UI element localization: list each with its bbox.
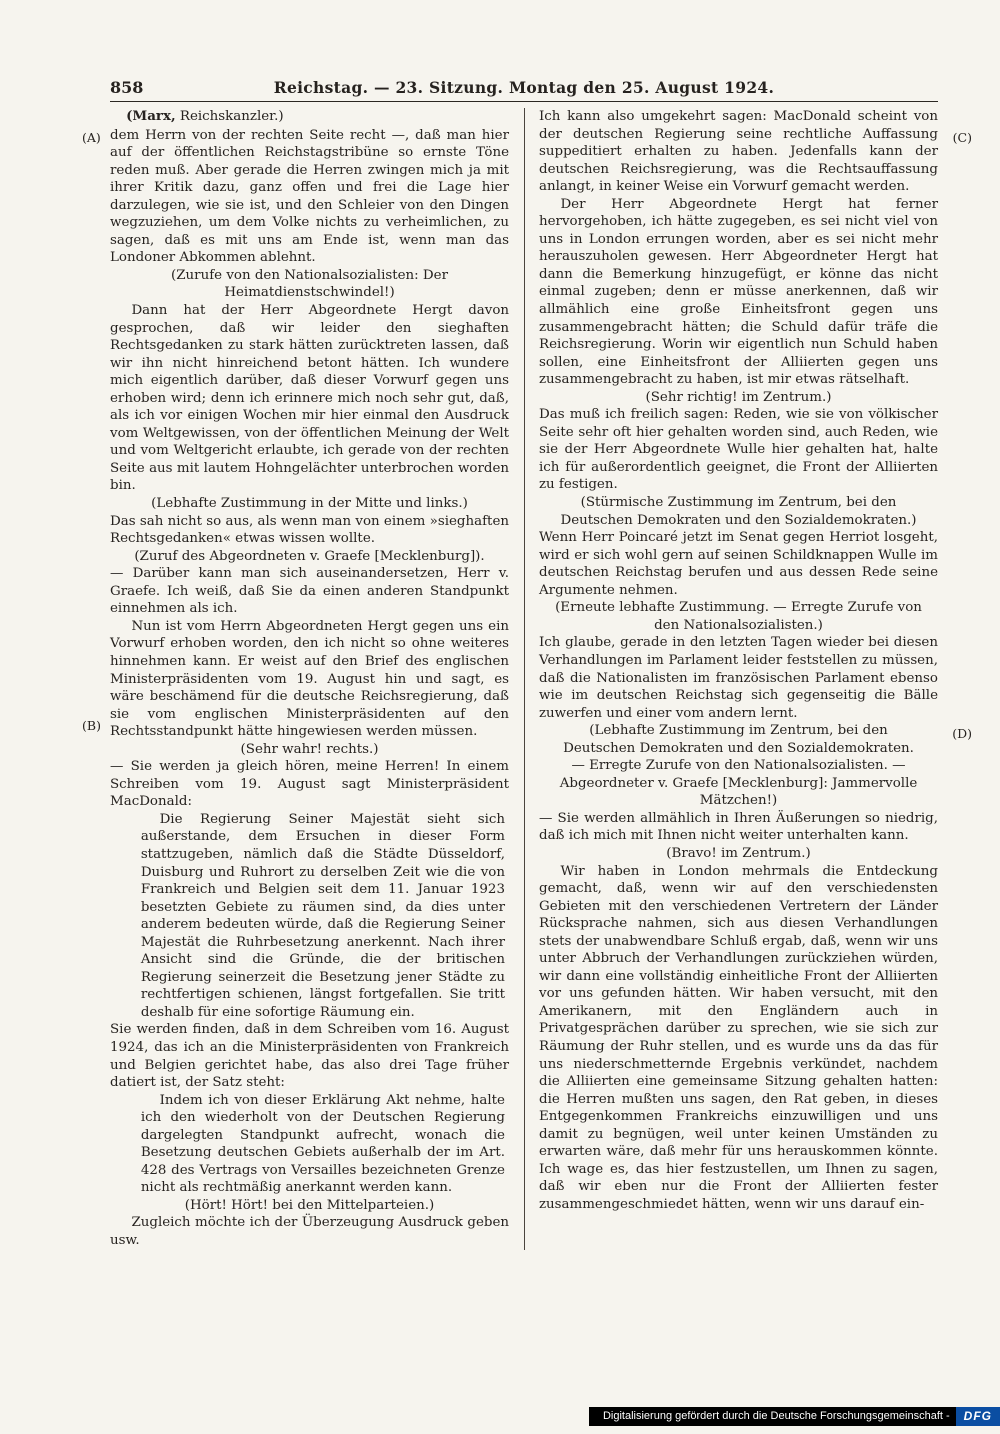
- paragraph: Der Herr Abgeordnete Hergt hat ferner hervorgehoben, ich hätte zugegeben, es sei nicht viel von uns in London errungen worden, aber es sei nicht mehr herauszuholen gewesen. Herr Abgeordneter Hergt hat dann die Bemerkung hinzugefügt, er könne das nicht einmal zugeben; denn er müsse anerkennen, daß wir allmählich eine große Einheitsfront gegen uns zusammengebracht hätten; die Schuld dafür träfe die Reichsregierung. Worin wir eigentlich nun Schuld haben sollen, eine Einheitsfront der Alliierten gegen uns zusammengebracht zu haben, ist mir etwas rätselhaft.: [539, 196, 938, 388]
- column-divider: [524, 108, 525, 1250]
- paragraph: Das muß ich freilich sagen: Reden, wie sie von völkischer Seite sehr oft hier gehalten worden sind, auch Reden, wie sie der Herr Abgeordnete Wulle hier gehalten hat, halte ich für außerordentlich geeignet, die Front der Alliierten zu festigen.: [539, 407, 938, 493]
- digitization-credit-text: Digitalisierung gefördert durch die Deutsche Forschungsgemeinschaft -: [589, 1407, 956, 1426]
- paragraph: Das sah nicht so aus, als wenn man von einem »sieghaften Rechtsgedanken« etwas wissen wollte.: [110, 513, 509, 547]
- stage-direction: (Lebhafte Zustimmung im Zentrum, bei den Deutschen Demokraten und den Sozialdemokraten. — Erregte Zurufe von den Nationalsozialisten. — Abgeordneter v. Graefe [Mecklenburg]: Jammervolle Mätzchen!): [559, 723, 918, 809]
- page-header: [110, 78, 938, 102]
- stage-direction: (Hört! Hört! bei den Mittelparteien.): [184, 1197, 435, 1213]
- two-column-text: [110, 108, 938, 1250]
- quoted-passage: Die Regierung Seiner Majestät sieht sich außerstande, dem Ersuchen in dieser Form stattzugeben, nämlich daß die Städte Düsseldorf, Duisburg und Ruhrort zu derselben Zeit wie die von Frankreich und Belgien seit dem 11. Januar 1923 besetzten Gebiete zu räumen sind, da dies unter anderem bedeuten würde, daß die Regierung Seiner Majestät die Ruhrbesetzung anerkennt. Nach ihrer Ansicht sind die Gründe, die der britischen Regierung seinerzeit die Besetzung jener Städte zu rechtfertigen schienen, längst fortgefallen. Sie tritt deshalb für eine sofortige Räumung ein.: [140, 811, 505, 1020]
- paragraph: Sie werden finden, daß in dem Schreiben vom 16. August 1924, das ich an die Ministerpräsidenten von Frankreich und Belgien gerichtet habe, das also drei Tage früher datiert ist, der Satz steht:: [110, 1022, 509, 1091]
- stage-direction: (Erneute lebhafte Zustimmung. — Erregte Zurufe von den Nationalsozialisten.): [555, 600, 922, 633]
- paragraph: dem Herrn von der rechten Seite recht —, daß man hier auf der öffentlichen Reichstagstribüne so ernste Töne reden muß. Aber gerade die Herren zwingen mich ja mit ihrer Kritik dazu, ganz offen und frei die Lage hier darzulegen, wie sie ist, und den Schleier von den Dingen wegzuziehen, um dem Volke nichts zu verheimlichen, zu sagen, daß es mit uns am Ende ist, wenn man das Londoner Abkommen ablehnt.: [110, 127, 509, 266]
- stage-direction: (Bravo! im Zentrum.): [666, 845, 811, 861]
- paragraph: Dann hat der Herr Abgeordnete Hergt davon gesprochen, daß wir leider den sieghaften Rechtsgedanken zu stark hätten zurücktreten lassen, daß wir ihn nicht hinreichend betont hätten. Ich wundere mich eigentlich darüber, daß dieser Vorwurf gegen uns erhoben wird; denn ich erinnere mich noch sehr gut, daß, als ich vor einigen Wochen mir hier einmal den Ausdruck vom Weltgewissen, von der öffentlichen Meinung der Welt und vom Weltgericht erlaubte, ich gerade von der rechten Seite aus mit lautem Hohngelächter unterbrochen worden bin.: [110, 303, 509, 494]
- dfg-logo: DFG: [956, 1407, 1000, 1426]
- right-column-blocks: [539, 108, 938, 1213]
- speaker-title: Reichskanzler.): [175, 109, 284, 124]
- stage-direction: (Zuruf des Abgeordneten v. Graefe [Mecklenburg]).: [134, 548, 485, 564]
- paragraph: Ich kann also umgekehrt sagen: MacDonald scheint von der deutschen Regierung seine rechtliche Auffassung suppeditiert erhalten zu haben. Jedenfalls kann der deutschen Reichsregierung, was die Rechtsauffassung anlangt, in keiner Weise ein Vorwurf gemacht werden.: [539, 109, 938, 195]
- margin-marker-d: (D): [952, 726, 972, 741]
- speaker-name: (Marx,: [126, 108, 176, 124]
- speaker-note: [110, 108, 509, 126]
- margin-marker-a: (A): [82, 130, 101, 145]
- paragraph: — Darüber kann man sich auseinandersetzen, Herr v. Graefe. Ich weiß, daß Sie da einen anderen Standpunkt einnehmen als ich.: [110, 566, 509, 617]
- paragraph: Zugleich möchte ich der Überzeugung Ausdruck geben usw.: [110, 1215, 509, 1248]
- paragraph: Nun ist vom Herrn Abgeordneten Hergt gegen uns ein Vorwurf erhoben worden, den ich nicht so ohne weiteres hinnehmen kann. Er weist auf den Brief des englischen Ministerpräsidenten vom 19. August hin und sagt, es wäre beschämend für die deutsche Reichsregierung, daß sie vom englischen Ministerpräsidenten auf den Rechtsstandpunkt hätte hingewiesen werden müssen.: [110, 618, 509, 740]
- paragraph: Wir haben in London mehrmals die Entdeckung gemacht, daß, wenn wir auf den verschiedensten Gebieten mit den verschiedenen Vertretern der Länder Rücksprache nahmen, sich aus diesen Verhandlungen stets der unabwendbare Schluß ergab, daß, wenn wir uns unter Abbruch der Verhandlungen zurückziehen würden, wir dann eine vollständig einheitliche Front der Alliierten vor uns gefunden hätten. Wir haben versucht, mit den Amerikanern, mit den Engländern auch in Privatgesprächen darüber zu sprechen, wie sie sich zur Räumung der Ruhr stellen, und es wurde uns da das für uns niederschmetternde Ergebnis verkündet, nachdem die Alliierten eine gemeinsame Sitzung gehalten hatten: die Herren mußten uns sagen, den Rat geben, in dieses Entgegenkommen Frankreichs einzuwilligen und uns damit zu begnügen, weil unter keinen Umständen zu erwarten wäre, daß mehr für uns herauskommen könnte. Ich wage es, das hier festzustellen, um Ihnen zu sagen, daß wir eben nur die Front der Alliierten fester zusammengeschmiedet hätten, wenn wir uns darauf ein-: [539, 863, 938, 1212]
- paragraph: Ich glaube, gerade in den letzten Tagen wieder bei diesen Verhandlungen im Parlament leider feststellen zu müssen, daß die Nationalisten im französischen Parlament ebenso wie im deutschen Reichstag sich gegenseitig die Bälle zuwerfen und einer vom andern lernt.: [539, 635, 938, 721]
- margin-marker-b: (B): [82, 718, 101, 733]
- stage-direction: (Zurufe von den Nationalsozialisten: Der Heimatdienstschwindel!): [171, 267, 448, 301]
- stage-direction: (Lebhafte Zustimmung in der Mitte und links.): [151, 496, 468, 512]
- digitization-footer: [589, 1407, 1000, 1426]
- stage-direction: (Sehr richtig! im Zentrum.): [645, 389, 832, 405]
- paragraph: — Sie werden ja gleich hören, meine Herren! In einem Schreiben vom 19. August sagt Ministerpräsident MacDonald:: [110, 759, 509, 810]
- margin-marker-c: (C): [952, 130, 972, 145]
- page-number: 858: [110, 78, 144, 97]
- left-column-blocks: [110, 127, 509, 1250]
- stage-direction: (Sehr wahr! rechts.): [240, 741, 379, 757]
- scan-area: [110, 78, 938, 1250]
- quoted-passage: Indem ich von dieser Erklärung Akt nehme, halte ich den wiederholt von der Deutschen Regierung dargelegten Standpunkt aufrecht, wonach die Besetzung deutschen Gebiets außerhalb der im Art. 428 des Vertrags von Versailles bezeichneten Grenze nicht als rechtmäßig anerkannt werden kann.: [140, 1092, 505, 1196]
- session-header-title: Reichstag. — 23. Sitzung. Montag den 25. August 1924.: [273, 78, 775, 97]
- stage-direction: (Stürmische Zustimmung im Zentrum, bei den Deutschen Demokraten und den Sozialdemokraten.): [560, 495, 917, 528]
- left-column: [110, 108, 509, 1250]
- right-column: [539, 108, 938, 1250]
- paragraph: Wenn Herr Poincaré jetzt im Senat gegen Herriot losgeht, wird er sich wohl gern auf seinen Schildknappen Wulle im deutschen Reichstag berufen und aus dessen Rede seine Argumente nehmen.: [539, 530, 938, 598]
- paragraph: — Sie werden allmählich in Ihren Äußerungen so niedrig, daß ich mich mit Ihnen nicht weiter unterhalten kann.: [539, 810, 938, 844]
